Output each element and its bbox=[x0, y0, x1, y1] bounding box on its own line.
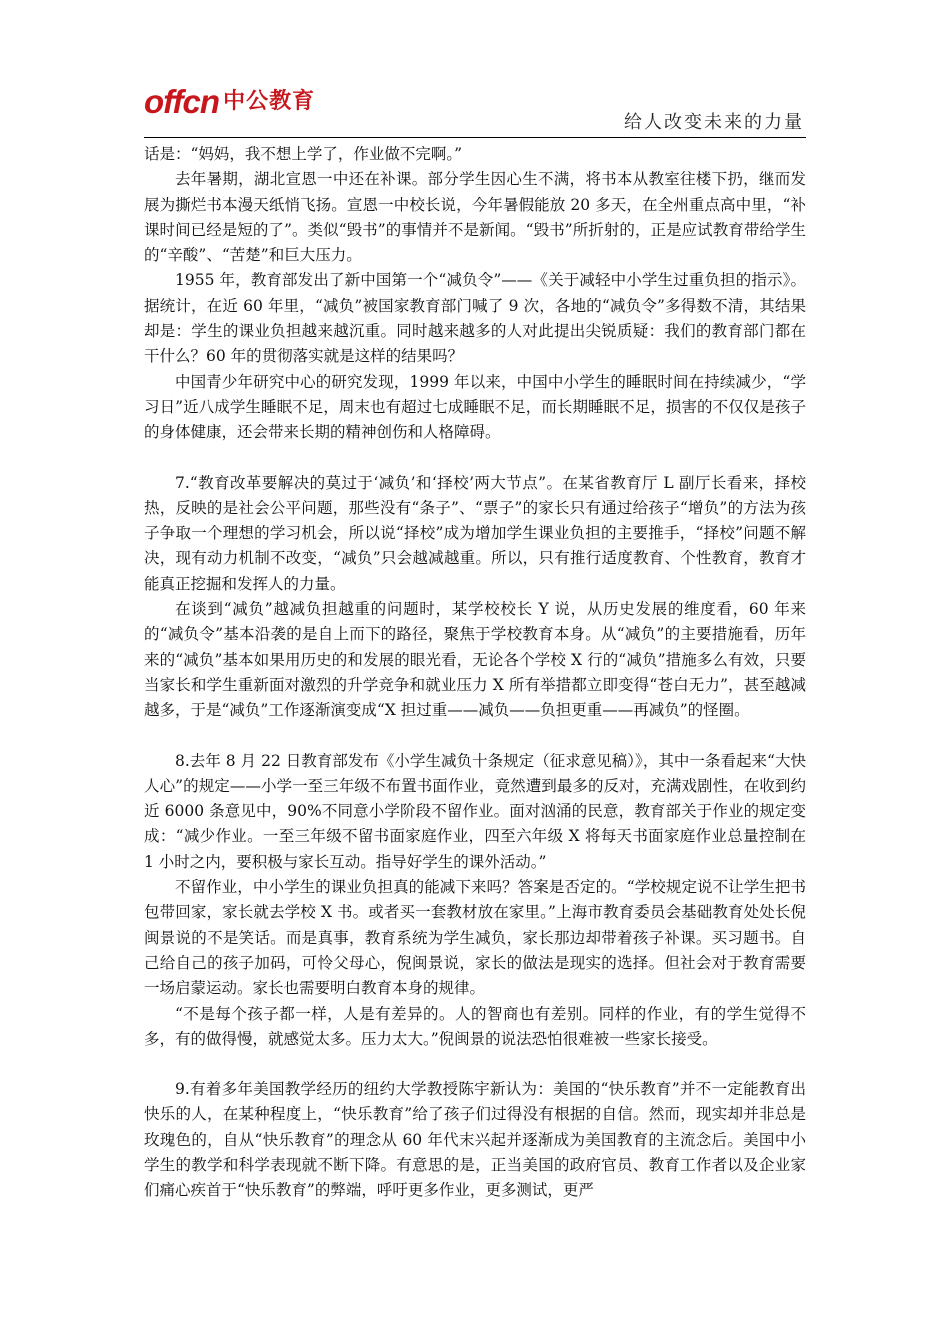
paragraph: 在谈到“减负”越减负担越重的问题时，某学校校长 Y 说，从历史发展的维度看，60 年来的“减负令”基本沿袭的是自上而下的路径，聚焦于学校教育本身。从“减负”的主要措施看，历年来的“减负”基本如果用历史的和发展的眼光看，无论各个学校 X 行的“减负”措施多么有效，只要当家长和学生重新面对激烈的升学竞争和就业压力 X 所有举措都立即变得“苍白无力”，甚至越减越多，于是“减负”工作逐渐演变成“X 担过重——减负——负担更重——再减负”的怪圈。 bbox=[144, 600, 806, 720]
header-divider bbox=[144, 137, 806, 138]
paragraph: 9.有着多年美国教学经历的纽约大学教授陈宇新认为：美国的“快乐教育”并不一定能教育出快乐的人，在某种程度上，“快乐教育”给了孩子们过得没有根据的自信。然而，现实却并非总是玫瑰色的，自从“快乐教育”的理念从 60 年代末兴起并逐渐成为美国教育的主流念后。美国中小学生的教学和科学表现就不断下降。有意思的是，正当美国的政府官员、教育工作者以及企业家们痛心疾首于“快乐教育”的弊端，呼吁更多作业，更多测试，更严 bbox=[144, 1080, 806, 1200]
offcn-logo bbox=[144, 82, 315, 122]
paragraph: 不留作业，中小学生的课业负担真的能减下来吗？答案是否定的。“学校规定说不让学生把书包带回家，家长就去学校 X 书。或者买一套教材放在家里。”上海市教育委员会基础教育处处长倪闽景说的不是笑话。而是真事，教育系统为学生减负，家长那边却带着孩子补课。买习题书。自己给自己的孩子加码，可怜父母心，倪闽景说，家长的做法是现实的选择。但社会对于教育需要一场启蒙运动。家长也需要明白教育本身的规律。 bbox=[144, 878, 806, 998]
paragraph: 8.去年 8 月 22 日教育部发布《小学生减负十条规定（征求意见稿）》，其中一条看起来“大快人心”的规定——小学一至三年级不布置书面作业，竟然遭到最多的反对，充满戏剧性，在收到约近 6000 条意见中，90%不同意小学阶段不留作业。面对汹涌的民意，教育部关于作业的规定变成：“减少作业。一至三年级不留书面家庭作业，四至六年级 X 将每天书面家庭作业总量控制在 1 小时之内，要积极与家长互动。指导好学生的课外活动。” bbox=[144, 751, 806, 871]
logo-latin-text: offcn bbox=[144, 83, 220, 120]
paragraph: 1955 年，教育部发出了新中国第一个“减负令”——《关于减轻中小学生过重负担的指示》。据统计，在近 60 年里，“减负”被国家教育部门喊了 9 次，各地的“减负令”多得数不清，其结果却是：学生的课业负担越来越沉重。同时越来越多的人对此提出尖锐质疑：我们的教育部门都在干什么？60 年的贯彻落实就是这样的结果吗？ bbox=[144, 271, 806, 366]
paragraph: 7.“教育改革要解决的莫过于‘减负’和‘择校’两大节点”。在某省教育厅 L 副厅长看来，择校热，反映的是社会公平问题，那些没有“条子”、“票子”的家长只有通过给孩子“增负”的方法为孩子争取一个理想的学习机会，所以说“择校”成为增加学生课业负担的主要推手，“择校”问题不解决，现有动力机制不改变，“减负”只会越减越重。所以，只有推行适度教育、个性教育，教育才能真正挖掘和发挥人的力量。 bbox=[144, 473, 806, 593]
document-body bbox=[144, 142, 806, 1204]
paragraph: 去年暑期，湖北宣恩一中还在补课。部分学生因心生不满，将书本从教室往楼下扔，继而发展为撕烂书本漫天纸悄飞扬。宣恩一中校长说，今年暑假能放 20 多天，在全州重点高中里，“补课时间已经是短的了”。类似“毁书”的事情并不是新闻。“毁书”所折射的，正是应试教育带给学生的“辛酸”、“苦楚”和巨大压力。 bbox=[144, 170, 806, 265]
paragraph: 中国青少年研究中心的研究发现，1999 年以来，中国中小学生的睡眠时间在持续减少，“学习日”近八成学生睡眠不足，周末也有超过七成睡眠不足，而长期睡眠不足，损害的不仅仅是孩子的身体健康，还会带来长期的精神创伤和人格障碍。 bbox=[144, 372, 806, 442]
paragraph: “不是每个孩子都一样，人是有差异的。人的智商也有差别。同样的作业，有的学生觉得不多，有的做得慢，就感觉太多。压力太大。”倪闽景的说法恐怕很难被一些家长接受。 bbox=[144, 1004, 806, 1048]
page-header bbox=[144, 82, 806, 140]
header-slogan: 给人改变未来的力量 bbox=[624, 112, 804, 133]
logo-chinese-text: 中公教育 bbox=[223, 89, 316, 114]
paragraph: 话是：“妈妈，我不想上学了，作业做不完啊。” bbox=[144, 145, 463, 163]
